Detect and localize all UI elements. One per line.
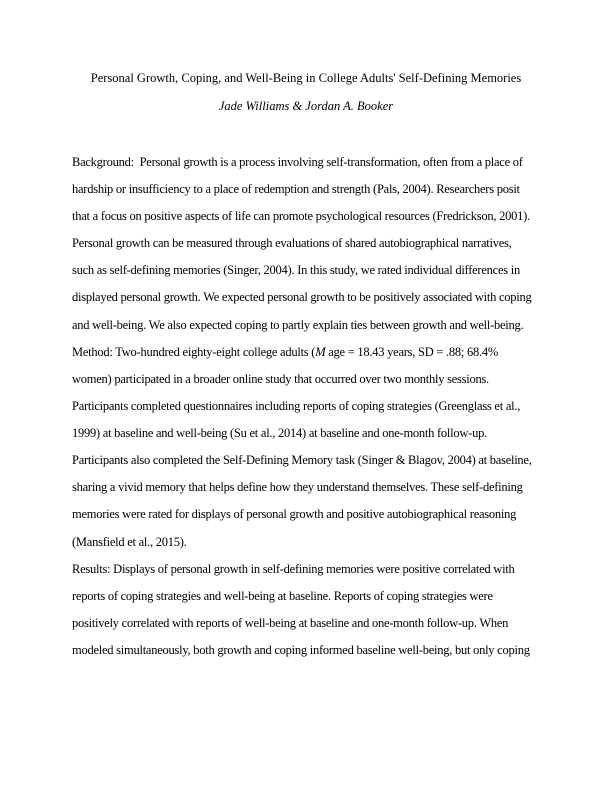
method-line: (Mansfield et al., 2015). [72,535,187,549]
results-line: reports of coping strategies and well-being at baseline. Reports of coping strategies were [72,589,493,603]
method-line: Participants completed questionnaires including reports of coping strategies (Greenglass et al., [72,399,521,413]
method-line: Participants also completed the Self-Defining Memory task (Singer & Blagov, 2004) at baseline, [72,453,532,467]
results-text: Displays of personal growth in self-defining memories were positive correlated with [113,562,515,576]
background-line: hardship or insufficiency to a place of redemption and strength (Pals, 2004). Researchers posit [72,182,520,196]
results-label: Results: [72,562,111,576]
method-line: sharing a vivid memory that helps define how they understand themselves. These self-defining [72,480,523,494]
background-line: Personal growth can be measured through evaluations of shared autobiographical narratives, [72,236,512,250]
background-line [72,155,523,170]
document-authors: Jade Williams & Jordan A. Booker [218,99,394,113]
method-text-m: M [315,345,326,359]
method-line: memories were rated for displays of personal growth and positive autobiographical reasoning [72,507,517,521]
method-text-b: age = 18.43 years, SD = .88; 68.4% [325,345,499,359]
method-text-a: Two-hundred eighty-eight college adults ( [115,345,316,359]
background-line: displayed personal growth. We expected personal growth to be positively associated with coping [72,290,532,304]
results-line: modeled simultaneously, both growth and coping informed baseline well-being, but only coping [72,643,530,657]
document-title: Personal Growth, Coping, and Well-Being in College Adults' Self-Defining Memories [90,71,522,85]
method-label: Method: [72,345,113,359]
results-line: positively correlated with reports of well-being at baseline and one-month follow-up. When [72,616,509,630]
method-line: women) participated in a broader online study that occurred over two monthly sessions. [72,372,489,386]
background-line: that a focus on positive aspects of life can promote psychological resources (Fredrickson, 2001). [72,209,530,223]
background-label: Background: [72,155,134,169]
background-line: such as self-defining memories (Singer, 2004). In this study, we rated individual differences in [72,263,520,277]
background-text: Personal growth is a process involving self-transformation, often from a place of [139,155,523,169]
background-line: and well-being. We also expected coping to partly explain ties between growth and well-being. [72,318,524,332]
results-line [72,562,515,577]
method-line [72,345,498,360]
method-line: 1999) at baseline and well-being (Su et al., 2014) at baseline and one-month follow-up. [72,426,487,440]
